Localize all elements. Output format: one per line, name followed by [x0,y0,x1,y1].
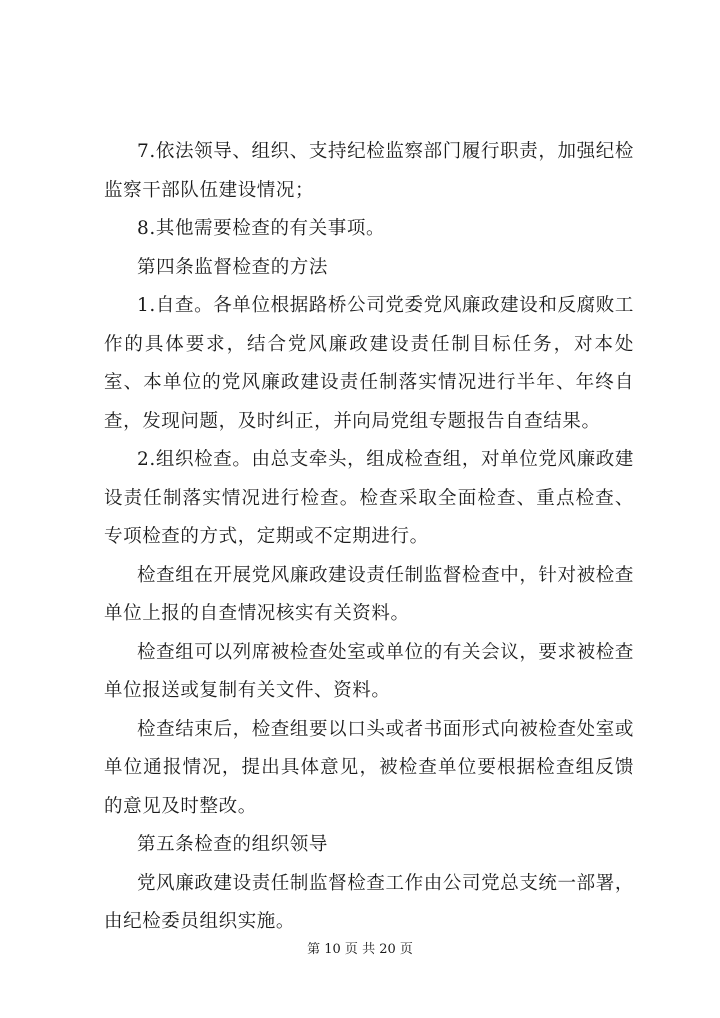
paragraph-organized-inspection: 2.组织检查。由总支牵头，组成检查组，对单位党风廉政建设责任制落实情况进行检查。检查采取全面检查、重点检查、专项检查的方式，定期或不定期进行。 [104,449,634,547]
paragraph-verify-materials: 检查组在开展党风廉政建设责任制监督检查中，针对被检查单位上报的自查情况核实有关资料。 [104,564,634,624]
paragraph-organization-leadership: 党风廉政建设责任制监督检查工作由公司党总支统一部署，由纪检委员组织实施。 [104,872,634,932]
page-number-footer: 第 10 页 共 20 页 [307,942,413,957]
document-body [104,133,634,942]
paragraph-item-8: 8.其他需要检查的有关事项。 [137,218,386,239]
paragraph-self-inspection: 1.自查。各单位根据路桥公司党委党风廉政建设和反腐败工作的具体要求，结合党风廉政建设责任制目标任务，对本处室、本单位的党风廉政建设责任制落实情况进行半年、年终自查，发现问题，及时纠正，并向局党组专题报告自查结果。 [104,295,634,432]
paragraph-inspection-feedback: 检查结束后，检查组要以口头或者书面形式向被检查处室或单位通报情况，提出具体意见，被检查单位要根据检查组反馈的意见及时整改。 [104,718,634,817]
section-heading-article-4: 第四条监督检查的方法 [137,256,329,278]
paragraph-item-7: 7.依法领导、组织、支持纪检监察部门履行职责，加强纪检监察干部队伍建设情况； [104,141,634,201]
section-heading-article-5: 第五条检查的组织领导 [137,834,329,855]
paragraph-attend-meetings: 检查组可以列席被检查处室或单位的有关会议，要求被检查单位报送或复制有关文件、资料。 [104,641,634,701]
